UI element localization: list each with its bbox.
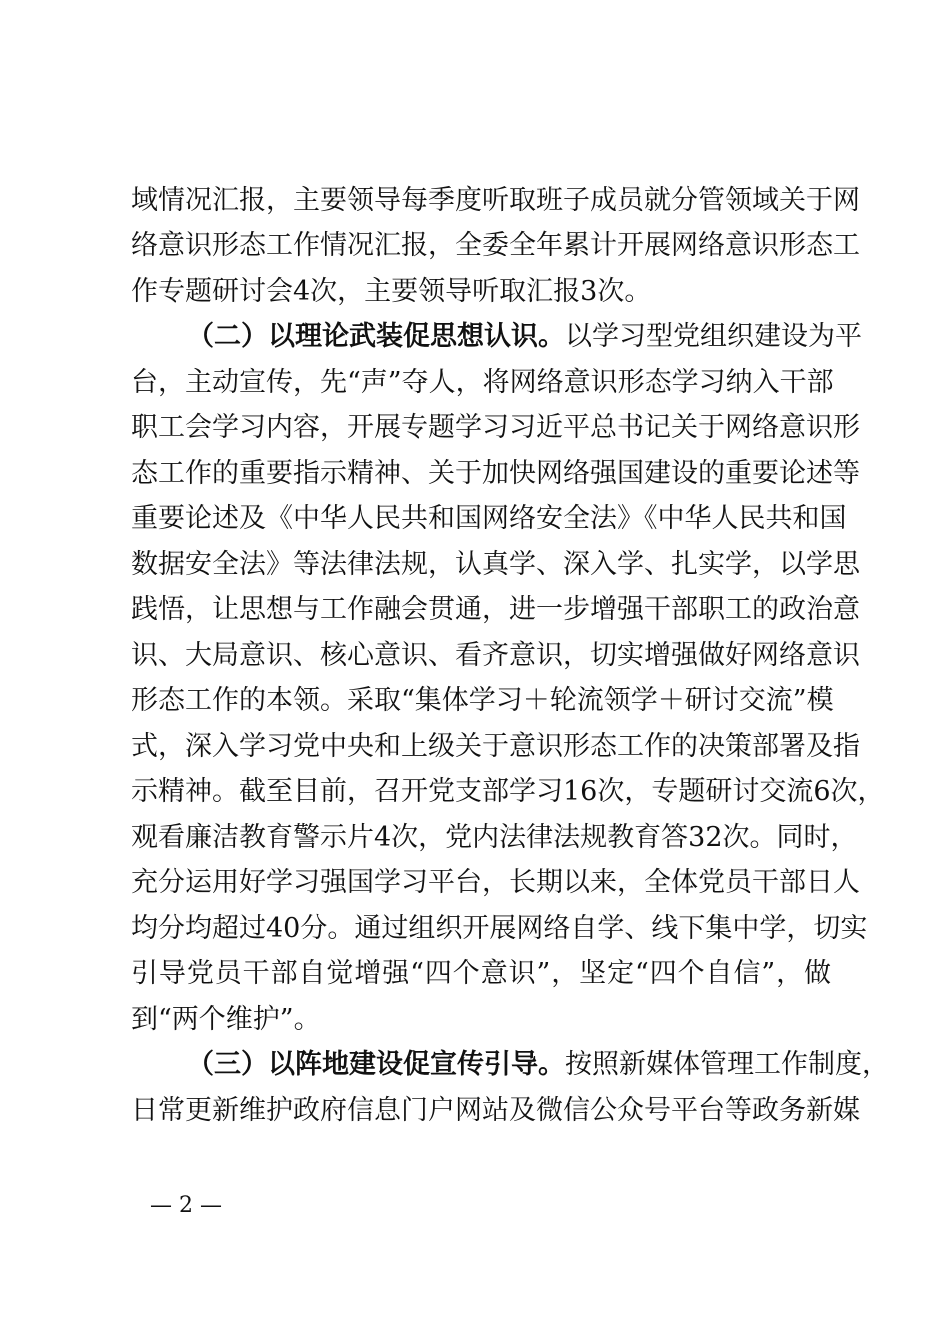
body-line: 重要论述及《中华人民共和国网络安全法》《中华人民共和国 [131,503,847,534]
page-number: — 2 — [150,1193,222,1218]
section-2-first-line-text: 以学习型党组织建设为平 [565,321,862,352]
body-line: 域情况汇报，主要领导每季度听取班子成员就分管领域关于网 [131,185,860,216]
section-3-heading: （三）以阵地建设促宣传引导。 [187,1049,565,1080]
body-line: 观看廉洁教育警示片4次，党内法律法规教育答32次。同时， [131,822,858,853]
section-3-first-line-text: 按照新媒体管理工作制度， [565,1049,889,1080]
body-line: 引导党员干部自觉增强“四个意识”，坚定“四个自信”，做 [131,958,831,989]
body-line: 充分运用好学习强国学习平台，长期以来，全体党员干部日人 [131,867,860,898]
body-line: 均分均超过40分。通过组织开展网络自学、线下集中学，切实 [131,913,868,944]
body-line: 日常更新维护政府信息门户网站及微信公众号平台等政务新媒 [131,1095,860,1126]
body-line: 形态工作的本领。采取“集体学习＋轮流领学＋研讨交流”模 [131,685,834,716]
section-2-first-line [187,321,862,352]
body-line: 络意识形态工作情况汇报，全委全年累计开展网络意识形态工 [131,230,860,261]
body-line: 示精神。截至目前，召开党支部学习16次，专题研讨交流6次， [131,776,885,807]
body-line: 识、大局意识、核心意识、看齐意识，切实增强做好网络意识 [131,640,860,671]
body-line: 式，深入学习党中央和上级关于意识形态工作的决策部署及指 [131,731,860,762]
section-2-heading: （二）以理论武装促思想认识。 [187,321,565,352]
body-line: 作专题研讨会4次，主要领导听取汇报3次。 [131,276,652,307]
body-line: 职工会学习内容，开展专题学习习近平总书记关于网络意识形 [131,412,860,443]
body-line: 态工作的重要指示精神、关于加快网络强国建设的重要论述等 [131,458,860,489]
body-line: 到“两个维护”。 [131,1004,321,1035]
body-line: 数据安全法》等法律法规，认真学、深入学、扎实学，以学思 [131,549,860,580]
section-3-first-line [187,1049,889,1080]
body-line: 践悟，让思想与工作融会贯通，进一步增强干部职工的政治意 [131,594,860,625]
body-line: 台，主动宣传，先“声”夺人，将网络意识形态学习纳入干部 [131,367,834,398]
